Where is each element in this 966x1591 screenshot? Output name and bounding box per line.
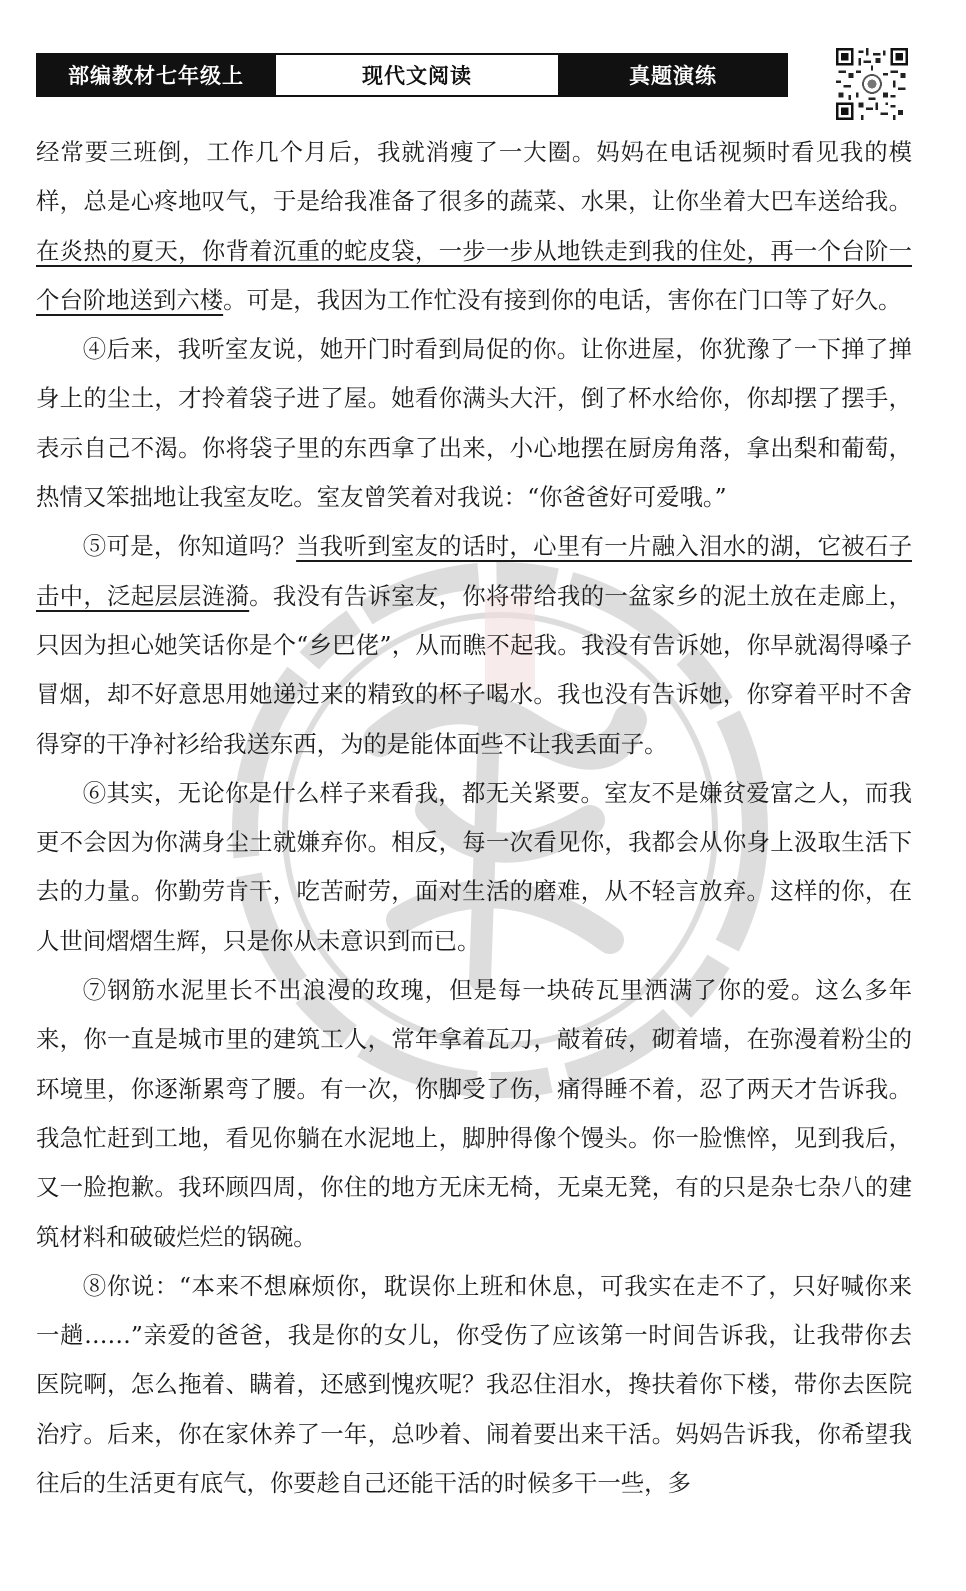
paragraph	[36, 1262, 912, 1508]
paragraph	[36, 966, 912, 1262]
header-textbook: 部编教材七年级上	[38, 55, 274, 95]
paragraph	[36, 769, 912, 966]
paragraph-text: ④后来，我听室友说，她开门时看到局促的你。让你进屋，你犹豫了一下掸了掸身上的尘土，才拎着袋子进了屋。她看你满头大汗，倒了杯水给你，你却摆了摆手，表示自己不渴。你将袋子里的东西拿了出来，小心地摆在厨房角落，拿出梨和葡萄，热情又笨拙地让我室友吃。室友曾笑着对我说：“你爸爸好可爱哦。”	[36, 335, 912, 512]
paragraph-text: ⑧你说：“本来不想麻烦你，耽误你上班和休息，可我实在走不了，只好喊你来一趟……”亲爱的爸爸，我是你的女儿，你受伤了应该第一时间告诉我，让我带你去医院啊，怎么拖着、瞒着，还感到愧疚呢？我忍住泪水，搀扶着你下楼，带你去医院治疗。后来，你在家休养了一年，总吵着、闹着要出来干活。妈妈告诉我，你希望我往后的生活更有底气，你要趁自己还能干活的时候多干一些，多	[36, 1271, 912, 1498]
paragraph	[36, 128, 912, 325]
header-practice: 真题演练	[560, 55, 786, 95]
underlined-sentence: 在炎热的夏天，你背着沉重的蛇皮袋，一步一步从地铁走到我的住处，再一个台阶一个台阶地送到六楼	[36, 236, 912, 314]
paragraph-text: 。我没有告诉室友，你将带给我的一盆家乡的泥土放在走廊上，只因为担心她笑话你是个“乡巴佬”，从而瞧不起我。我没有告诉她，你早就渴得嗓子冒烟，却不好意思用她递过来的精致的杯子喝水。我也没有告诉她，你穿着平时不舍得穿的干净衬衫给我送东西，为的是能体面些不让我丢面子。	[36, 581, 913, 758]
header-bar	[36, 53, 788, 97]
paragraph-text: ⑥其实，无论你是什么样子来看我，都无关紧要。室友不是嫌贫爱富之人，而我更不会因为你满身尘土就嫌弃你。相反，每一次看见你，我都会从你身上汲取生活下去的力量。你勤劳肯干，吃苦耐劳，面对生活的磨难，从不轻言放弃。这样的你，在人世间熠熠生辉，只是你从未意识到而已。	[36, 778, 912, 955]
header-section: 现代文阅读	[274, 55, 560, 95]
paragraph-text: ⑤可是，你知道吗？	[82, 532, 297, 561]
article-body	[36, 128, 912, 1508]
paragraph-text: 。可是，我因为工作忙没有接到你的电话，害你在门口等了好久。	[223, 285, 902, 314]
qr-code-icon	[836, 48, 908, 120]
paragraph-text: 经常要三班倒，工作几个月后，我就消瘦了一大圈。妈妈在电话视频时看见我的模样，总是心疼地叹气，于是给我准备了很多的蔬菜、水果，让你坐着大巴车送给我。	[36, 138, 912, 216]
paragraph-text: ⑦钢筋水泥里长不出浪漫的玫瑰，但是每一块砖瓦里洒满了你的爱。这么多年来，你一直是城市里的建筑工人，常年拿着瓦刀，敲着砖，砌着墙，在弥漫着粉尘的环境里，你逐渐累弯了腰。有一次，你脚受了伤，痛得睡不着，忍了两天才告诉我。我急忙赶到工地，看见你躺在水泥地上，脚肿得像个馒头。你一脸憔悴，见到我后，又一脸抱歉。我环顾四周，你住的地方无床无椅，无桌无凳，有的只是杂七杂八的建筑材料和破破烂烂的锅碗。	[36, 976, 912, 1251]
underlined-sentence: 当我听到室友的话时，心里有一片融入泪水的湖，它被石子击中，泛起层层涟漪	[36, 532, 913, 610]
paragraph	[36, 325, 912, 522]
paragraph	[36, 522, 912, 768]
